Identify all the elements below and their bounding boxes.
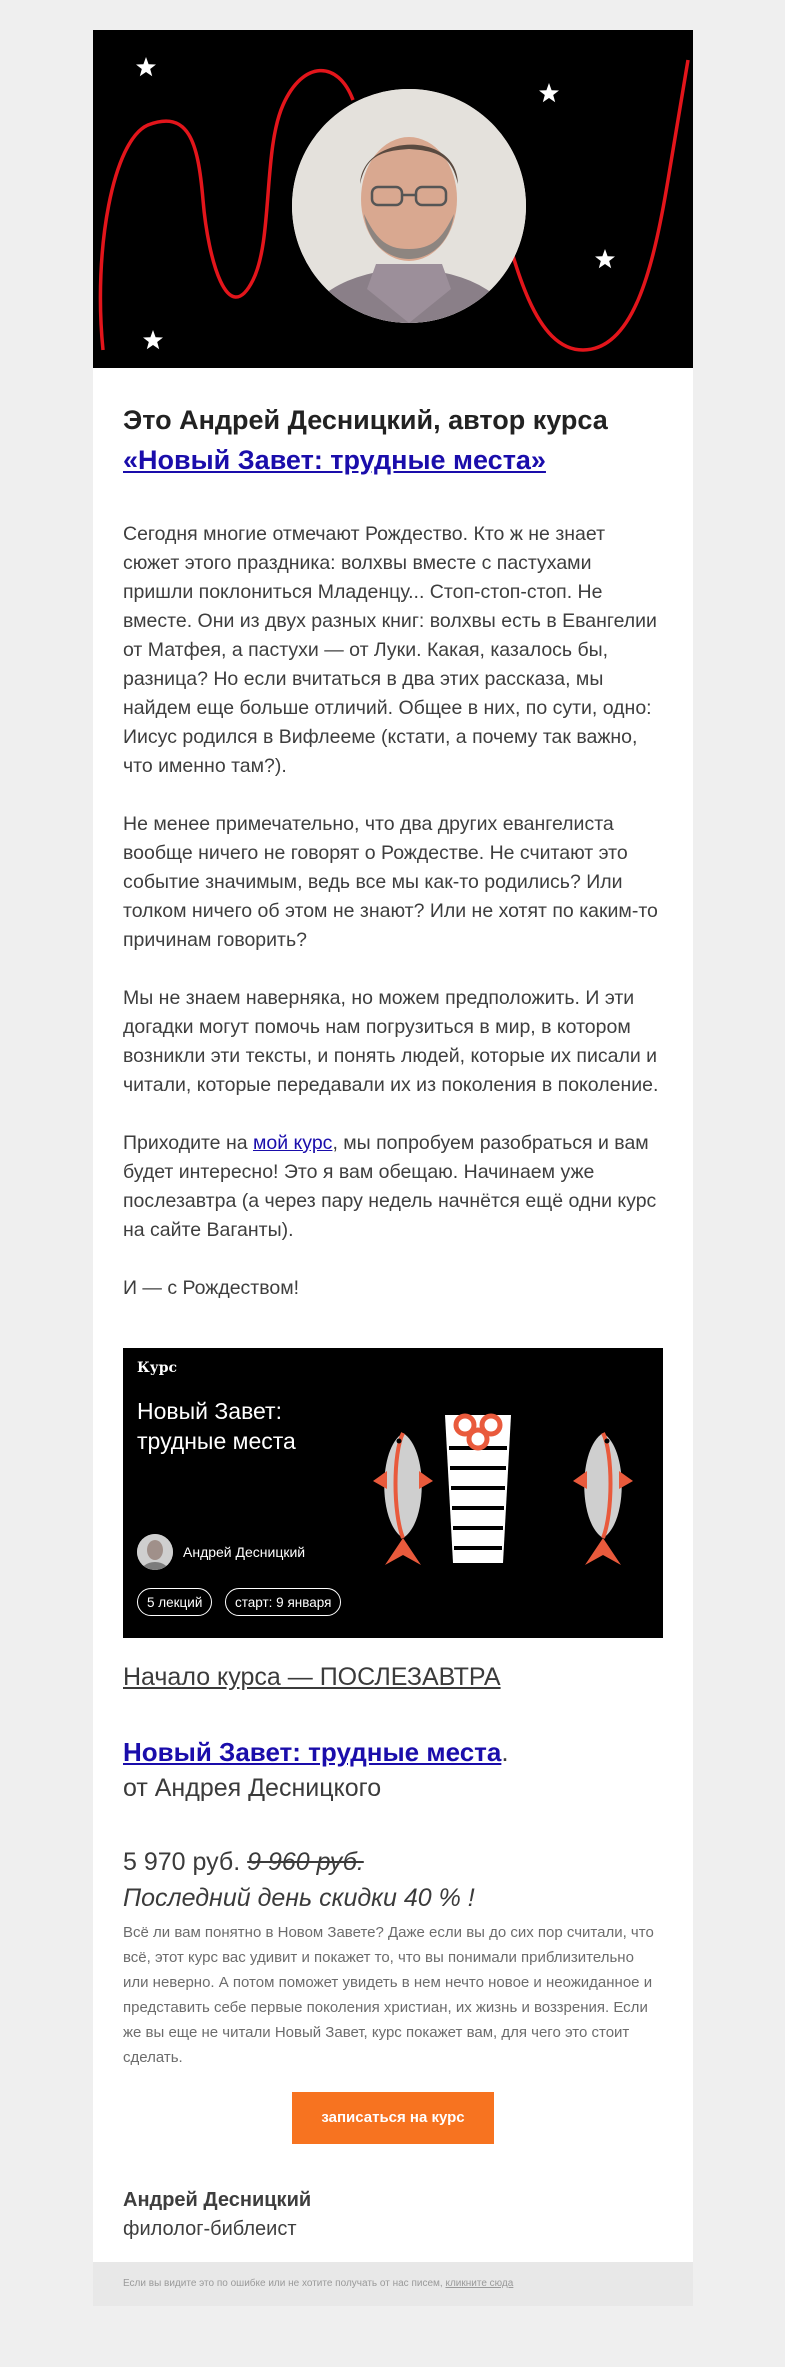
course-title-dot: . <box>501 1737 509 1767</box>
discount-note: Последний день скидки 40 % ! <box>123 1884 475 1912</box>
paragraph-christmas: Сегодня многие отмечают Рождество. Кто ж не знает сюжет этого праздника: волхвы вместе с пастухами пришли поклониться Младенцу... Стоп-стоп-стоп. Не вместе. Они из двух разных книг: волхвы есть в Евангелии от Матфея, а пастухи — от Луки. Какая, казалось бы, разница? Но если вчитаться в два этих рассказа, мы найдем еще больше отличий. Общее в них, по сути, одно: Иисус родился в Вифлееме (кстати, а почему так важно, что именно там?). <box>123 523 657 777</box>
current-price: 5 970 руб. <box>123 1848 241 1876</box>
fish-icon <box>373 1433 433 1565</box>
heading-text: Это Андрей Десницкий, автор курса <box>123 405 608 435</box>
signature-role: филолог-библеист <box>123 2218 297 2240</box>
hero-banner <box>93 30 693 368</box>
fish-basket-illustration <box>373 1403 663 1583</box>
course-banner[interactable] <box>123 1348 663 1638</box>
banner-title: Новый Завет: трудные места <box>137 1398 296 1454</box>
email-card <box>93 30 693 2306</box>
invite-text-before: Приходите на <box>123 1132 253 1154</box>
invite-text-after: , мы попробуем разобраться и вам будет интересно! Это я вам обещаю. Начинаем уже послезавтра (а через пару недель начнётся ещё одни курс на сайте Ваганты). <box>123 1132 657 1241</box>
lectures-badge: 5 лекций <box>137 1588 212 1616</box>
basket-icon <box>445 1415 511 1563</box>
unsubscribe-link[interactable]: кликните сюда <box>445 2278 514 2289</box>
banner-author: Андрей Десницкий <box>183 1544 306 1560</box>
footer-text: Если вы видите это по ошибке или не хотите получать от нас писем, <box>123 2278 446 2289</box>
author-portrait <box>292 89 526 323</box>
star-icon <box>595 249 615 268</box>
course-label: Курс <box>137 1360 178 1376</box>
signature-name: Андрей Десницкий <box>123 2189 312 2211</box>
course-start-line: Начало курса — ПОСЛЕЗАВТРА <box>123 1663 501 1691</box>
paragraph-invite <box>123 1129 663 1245</box>
paragraph-evangelists: Не менее примечательно, что два других евангелиста вообще ничего не говорят о Рождестве. Не считают это событие значимым, ведь все мы как-то родились? Или толком ничего об этом не знают? Или не хотят по каким-то причинам говорить? <box>123 813 658 951</box>
course-title <box>123 1734 663 1770</box>
paragraph-guess: Мы не знаем наверняка, но можем предположить. И эти догадки могут помочь нам погрузиться в мир, в котором возникли эти тексты, и понять людей, которые их писали и читали, которые передавали их из поколения в поколение. <box>123 987 659 1096</box>
course-title-link[interactable]: Новый Завет: трудные места <box>123 1737 502 1767</box>
course-author: от Андрея Десницкого <box>123 1774 382 1802</box>
star-icon <box>136 57 156 76</box>
old-price: 9 960 руб. <box>247 1848 364 1876</box>
fish-icon <box>573 1433 633 1565</box>
heading-course-link[interactable]: «Новый Завет: трудные места» <box>123 445 546 475</box>
price-line <box>123 1844 663 1880</box>
start-date-badge: старт: 9 января <box>225 1588 341 1616</box>
enroll-button[interactable]: записаться на курс <box>292 2092 494 2144</box>
avatar <box>137 1534 173 1570</box>
my-course-link[interactable]: мой курс <box>252 1132 333 1154</box>
star-icon <box>143 330 163 349</box>
course-description: Всё ли вам понятно в Новом Завете? Даже если вы до сих пор считали, что всё, этот курс вас удивит и покажет то, что вы понимали приблизительно или неверно. А потом поможет увидеть в нем нечто новое и неожиданное и представить себе первые поколения христиан, их жизнь и воззрения. Если же вы еще не читали Новый Завет, курс покажет вам, для чего это стоит сделать. <box>123 1924 654 2066</box>
footer <box>93 2262 693 2306</box>
main-heading <box>123 400 663 480</box>
star-icon <box>539 83 559 102</box>
greeting-text: И — с Рождеством! <box>123 1277 300 1299</box>
